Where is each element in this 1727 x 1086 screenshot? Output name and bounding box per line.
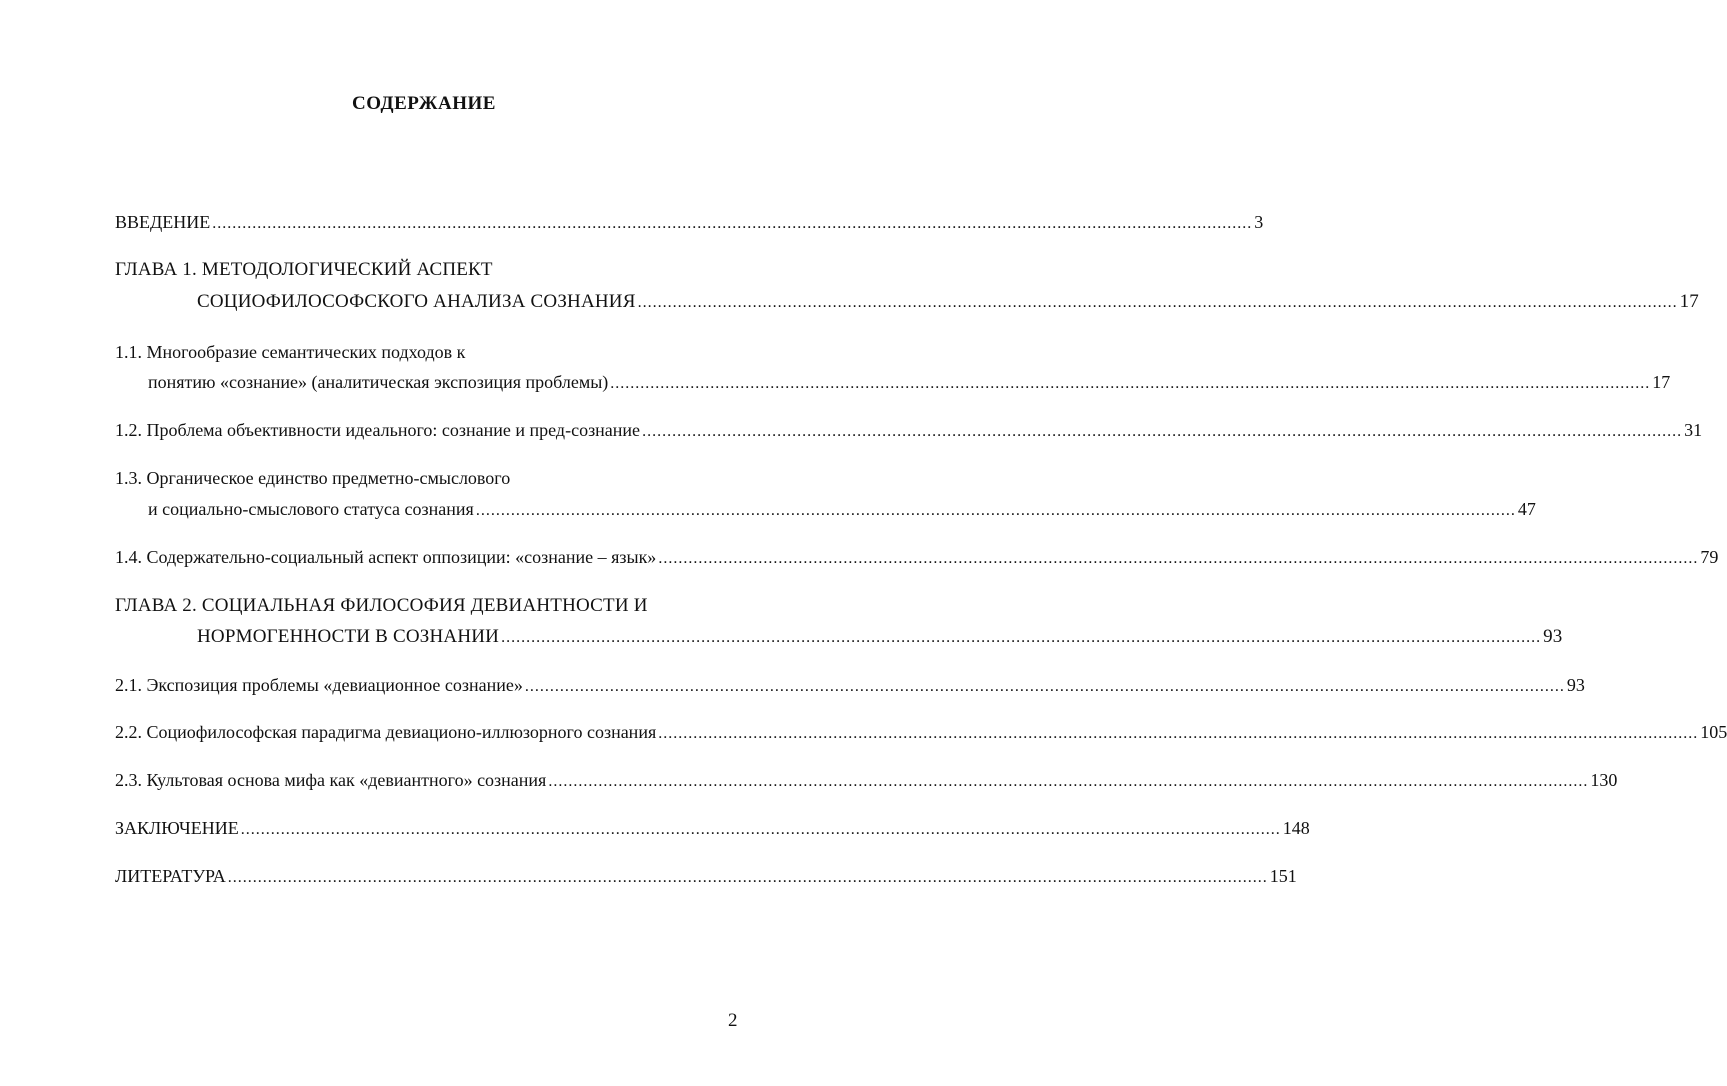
- toc-entry-label: ВВЕДЕНИЕ: [115, 212, 211, 232]
- dot-leader: ................................................................................................................................................................................................................: [212, 215, 1253, 232]
- toc-entry-section-1-1[interactable]: [148, 368, 1671, 396]
- toc-entry-section-1-2[interactable]: [115, 416, 1703, 444]
- toc-chapter1-line1[interactable]: ГЛАВА 1. МЕТОДОЛОГИЧЕСКИЙ АСПЕКТ: [115, 259, 493, 280]
- toc-entry-label: 2.3. Культовая основа мифа как «девиантного» сознания: [115, 770, 547, 790]
- toc-entry-label: и социально-смыслового статуса сознания: [148, 499, 474, 519]
- toc-entry-page: 47: [1517, 499, 1536, 519]
- toc-chapter2-line1[interactable]: ГЛАВА 2. СОЦИАЛЬНАЯ ФИЛОСОФИЯ ДЕВИАНТНОСТИ И: [115, 595, 648, 616]
- toc-entry-section-2-2[interactable]: [115, 718, 1727, 746]
- toc-entry-label: ЛИТЕРАТУРА: [115, 866, 226, 886]
- toc-entry-intro[interactable]: [115, 208, 1264, 236]
- toc-entry-label: понятию «сознание» (аналитическая экспозиция проблемы): [148, 372, 609, 392]
- toc-entry-page: 93: [1566, 675, 1585, 695]
- toc-entry-conclusion[interactable]: [115, 814, 1310, 842]
- toc-entry-label: СОЦИОФИЛОСОФСКОГО АНАЛИЗА СОЗНАНИЯ: [197, 291, 636, 312]
- toc-entry-label: ЗАКЛЮЧЕНИЕ: [115, 818, 239, 838]
- toc-entry-page: 148: [1282, 818, 1310, 838]
- dot-leader: ................................................................................................................................................................................................................: [501, 629, 1542, 646]
- toc-entry-page: 130: [1590, 770, 1618, 790]
- dot-leader: ................................................................................................................................................................................................................: [642, 423, 1683, 440]
- dot-leader: ................................................................................................................................................................................................................: [227, 869, 1268, 886]
- toc-entry-label: 2.2. Социофилософская парадигма девиационо-иллюзорного сознания: [115, 722, 657, 742]
- toc-entry-label: 1.4. Содержательно-социальный аспект оппозиции: «сознание – язык»: [115, 547, 657, 567]
- toc-entry-page: 105: [1700, 722, 1727, 742]
- toc-entry-page: 3: [1254, 212, 1264, 232]
- toc-entry-label: НОРМОГЕННОСТИ В СОЗНАНИИ: [197, 626, 500, 647]
- toc-entry-page: 79: [1700, 547, 1719, 567]
- page-number: 2: [728, 1010, 738, 1031]
- toc-entry-label: 1.2. Проблема объективности идеального: сознание и пред-сознание: [115, 420, 641, 440]
- toc-entry-literature[interactable]: [115, 862, 1297, 890]
- toc-entry-section-2-1[interactable]: [115, 671, 1585, 699]
- dot-leader: ................................................................................................................................................................................................................: [610, 375, 1651, 392]
- dot-leader: ................................................................................................................................................................................................................: [658, 550, 1699, 567]
- dot-leader: ................................................................................................................................................................................................................: [524, 678, 1565, 695]
- toc-entry-page: 17: [1652, 372, 1671, 392]
- dot-leader: ................................................................................................................................................................................................................: [548, 773, 1589, 790]
- toc-section-1-1-line1[interactable]: 1.1. Многообразие семантических подходов к: [115, 342, 466, 362]
- toc-section-1-3-line1[interactable]: 1.3. Органическое единство предметно-смыслового: [115, 468, 511, 488]
- dot-leader: ................................................................................................................................................................................................................: [240, 821, 1281, 838]
- dot-leader: ................................................................................................................................................................................................................: [475, 502, 1516, 519]
- toc-entry-page: 31: [1684, 420, 1703, 440]
- toc-entry-page: 17: [1679, 291, 1700, 312]
- toc-entry-chapter2[interactable]: [197, 623, 1563, 651]
- dot-leader: ................................................................................................................................................................................................................: [637, 294, 1678, 311]
- toc-entry-label: 2.1. Экспозиция проблемы «девиационное сознание»: [115, 675, 523, 695]
- toc-entry-section-1-3[interactable]: [148, 495, 1536, 523]
- page-title: СОДЕРЖАНИЕ: [352, 93, 496, 114]
- toc-entry-page: 151: [1269, 866, 1297, 886]
- toc-entry-section-1-4[interactable]: [115, 543, 1719, 571]
- toc-entry-page: 93: [1543, 626, 1563, 647]
- toc-entry-section-2-3[interactable]: [115, 766, 1618, 794]
- toc-entry-chapter1[interactable]: [197, 288, 1700, 316]
- dot-leader: ................................................................................................................................................................................................................: [658, 725, 1699, 742]
